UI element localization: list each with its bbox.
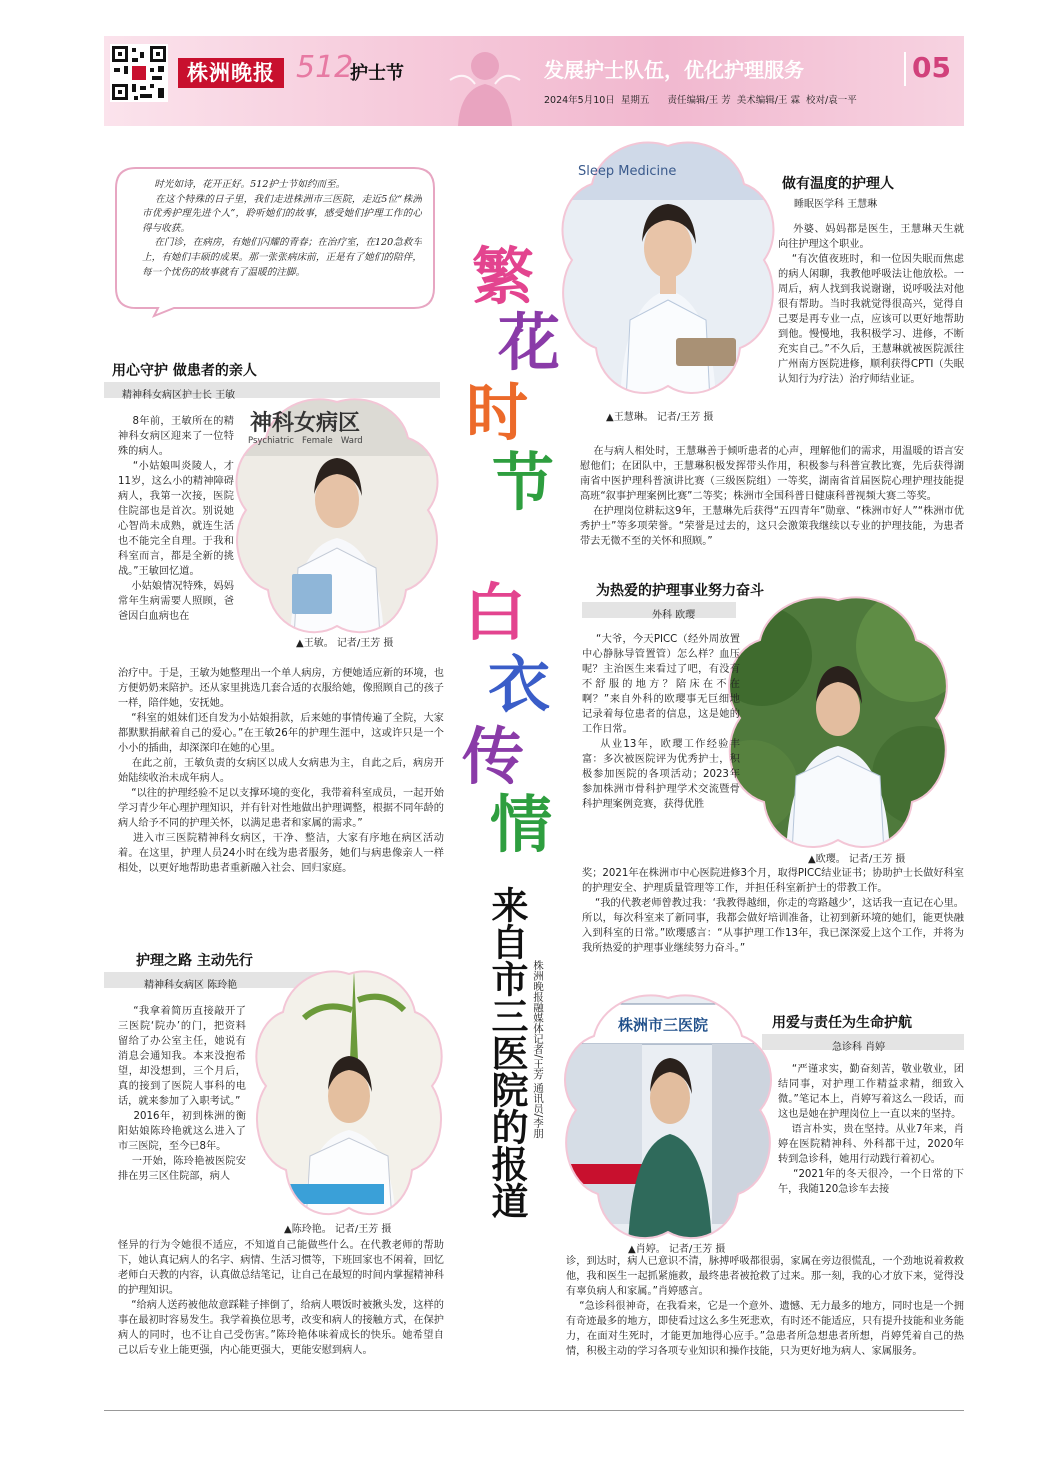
title-char: 传 [462,720,525,793]
article-text-side: “大爷，今天PICC（经外周放置中心静脉导管置管）怎么样？血压呢？主治医生来看过了吧，有没有不舒服的地方？陪床在不在啊？”来自外科的欧璎事无巨细地记录着每位患者的信息，这是她的工作日常。 从业13年，欧璎工作经验丰富：多次被医院评为优秀护士，积极参加医院的各项活动；2023年参加株洲市骨科护理学术交流暨骨科护理案例竞赛，获得优胜 [582,634,740,810]
photo-ou-ying [722,596,954,854]
title-char: 白 [464,576,527,649]
photo-caption: ▲王敏。 记者/王芳 摄 [296,638,394,649]
headline: 为热爱的护理事业努力奋斗 [596,583,764,599]
title-char: 时 [466,376,529,449]
photo-sign-text: Sleep Medicine [578,164,677,179]
photo-xiao-ting [562,994,774,1246]
qr-code [110,44,168,102]
nurse-silhouette-icon [440,40,530,126]
dept-label: 外科 欧璎 [652,610,696,621]
article-text-full: 怪异的行为令她很不适应，不知道自己能做些什么。在代教老师的帮助下，她认真记病人的名字、病情、生活习惯等，下班回家也不闲着，回忆老师白天教的内容，认真做总结笔记，让自己在最短的时间内掌握精神科的护理知识。 “给病人送药被他故意踩鞋子摔倒了，给病人喂饭时被揪头发，这样的事在最初时容易发生。我学着换位思考，改变和病人的接触方式，在保护病人的同时，也不让自己受伤害。”陈玲艳体味着成长的快乐。她希望自己以后专业上能更强，内心能更强大，更能安慰到病人。 [118,1240,444,1356]
photo-sign-text: 神科女病区 [250,410,361,436]
dept-label: 精神科女病区护士长 王敏 [122,390,236,401]
source-title: 来自市三医院的报道 [485,886,528,1219]
photo-caption: ▲欧璎。 记者/王芳 摄 [808,854,906,865]
dept-bar [582,602,736,621]
photo-chen-lingyan [254,970,444,1222]
article-text-full: 治疗中。于是，王敏为她整理出一个单人病房，方便她适应新的环境，也方便奶奶来陪护。还从家里挑选几套合适的衣服给她，像照顾自己的孩子一样，陪伴她，安抚她。 “科室的姐妹们还自发为小姑娘捐款，后来她的事情传遍了全院，大家都默默捐献着自己的爱心。”在王敏26年的护理生涯中，这或许只是一个小小的插曲，却深深印在她的心里。 在此之前，王敏负责的女病区以成人女病患为主，自此之后，病房开始陆续收治未成年病人。 “以往的护理经验不足以支撑环境的变化，我带着科室成员，一起开始学习青少年心理护理知识，并有针对性地做出护理调整，根据不同年龄的病人给予不同的护理关怀，以满足患者和家属的需求。” 进入市三医院精神科女病区，干净、整洁，大家有序地在病区活动着。在这里，护理人员24小时在线为患者服务，她们与病患像亲人一样相处，以更好地帮助患者重新融入社会、回归家庭。 [118,668,444,874]
article-text-full: 诊，到达时，病人已意识不清，脉搏呼吸都很弱，家属在旁边很慌乱，一个劲地说着救救他，我和医生一起抓紧施救，最终患者被抢救了过来。那一刻，我的心才放下来，觉得没有辜负病人和家属。”肖婷感言。 “急诊科很神奇，在我看来，它是一个意外、遗憾、无力最多的地方，同时也是一个拥有奇迹最多的地方，即使看过这么多生死悲欢，有时还不能适应，只有提升技能和业务能力，在面对生死时，才能更加地得心应手。”急患者所急想患者所想，肖婷凭着自己的热情，积极主动的学习各项专业知识和操作技能，只为更好地为病人、家属服务。 [566,1256,964,1357]
masthead [104,36,964,126]
intro-bubble [114,166,436,318]
photo-caption: ▲肖婷。 记者/王芳 摄 [628,1244,726,1255]
article-text-side: “严谨求实，勤奋刻苦，敬业敬业，团结同事，对护理工作精益求精，细致入微。”笔记本上，肖婷写着这么一段话，而这也是她在护理岗位上一直以来的坚持。 语言朴实，贵在坚持。从业7年来，肖婷在医院精神科、外科都干过，2020年转到急诊科，她用行动践行着初心。 “2021年的冬天很冷，一个日常的下午，我随120急诊车去接 [778,1064,964,1195]
article-text-full: 奖；2021年在株洲市中心医院进修3个月，取得PICC结业证书；协助护士长做好科室的护理安全、护理质量管理等工作，并担任科室新护士的带教工作。 “我的代教老师曾教过我：‘我教得越细，你走的弯路越少’，这话我一直记在心里。所以，每次科室来了新同事，我都会做好培训准备，让初到新环境的她们，能更快融入到科室的日常。”欧璎感言：“从事护理工作13年，我已深深爱上这个工作，并将为我所热爱的护理事业继续努力奋斗。” [582,868,964,954]
article-text-side: 外婆、妈妈都是医生，王慧琳天生就向往护理这个职业。 “有次值夜班时，和一位因失眠而焦虑的病人闲聊，我教他呼吸法让他放松。一周后，病人找到我说谢谢，说呼吸法对他很有帮助。当时我就觉得很高兴，觉得自己要是再专业一点，应该可以更好地帮助到他。慢慢地，我积极学习、进修，不断充实自己。”不久后，王慧琳就被医院派往广州南方医院进修，顺利获得CPTI（失眠认知行为疗法）治疗师结业证。 [778,224,964,385]
photo-caption: ▲王慧琳。 记者/王芳 摄 [606,412,714,423]
photo-wang-min [232,398,442,638]
festival-label: 护士节 [350,63,404,84]
title-char: 节 [492,446,555,519]
dept-label: 精神科女病区 陈玲艳 [144,980,238,991]
page-number: 05 [912,51,951,84]
slogan: 发展护士队伍，优化护理服务 [544,58,804,82]
festival-number: 512 [296,50,354,85]
article-text-side: 8年前，王敏所在的精神科女病区迎来了一位特殊的病人。 “小姑娘叫炎陵人，才11岁，这么小的精神障碍病人，我第一次接，医院住院部也是首次。别说她心智尚未成熟，就连生活也不能完全自理。于我和科室而言，都是全新的挑战。”王敏回忆道。 小姑娘情况特殊，妈妈常年生病需要人照顾，爸爸因白血病也在 [118,416,234,622]
source-byline: 株洲晚报融媒体记者/王芳 通讯员/李朋 [532,960,544,1139]
photo-sign-text-en: Psychiatric Female Ward [248,436,363,446]
intro-text: 时光如诗，花开正好。512护士节如约而至。 在这个特殊的日子里，我们走进株洲市三医院，走近5位“株洲市优秀护理先进个人”，聆听她们的故事，感受她们护理工作的心得与收获。 在门诊，在病房，有她们闪耀的青春；在治疗室，在120急救车上，有她们丰硕的成果。那一张张病床前，正是有了她们的陪伴，每一个忧伤的故事就有了温暖的注脚。 [142,179,422,278]
title-char: 衣 [488,648,551,721]
headline: 用爱与责任为生命护航 [772,1015,912,1031]
page-divider [904,52,906,86]
dept-label: 急诊科 肖婷 [832,1042,886,1053]
headline: 用心守护 做患者的亲人 [112,363,257,379]
vertical-title [462,240,562,886]
photo-wang-huilin [560,140,776,402]
paper-name: 株洲晚报 [178,58,284,88]
dept-bar [762,1034,964,1053]
edition-info: 2024年5月10日 星期五 责任编辑/王 芳 美术编辑/王 霖 校对/袁一平 [544,95,857,106]
headline: 做有温度的护理人 [782,176,894,192]
title-char: 情 [490,788,553,861]
bottom-rule [104,1410,964,1411]
dept-label: 睡眠医学科 王慧琳 [794,199,878,210]
title-char: 花 [498,306,561,379]
title-char: 繁 [472,240,535,313]
article-text-side: “我拿着简历直接敲开了三医院‘院办’的门，把资料留给了办公室主任，她说有消息会通知我。本来没抱希望，却没想到，三个月后，真的接到了医院人事科的电话，就来参加了入职考试。” 2016年，初到株洲的衡阳姑娘陈玲艳就这么进入了市三医院，至今已8年。 一开始，陈玲艳被医院安排在男三区住院部，病人 [118,1006,246,1182]
headline: 护理之路 主动先行 [136,953,253,969]
photo-sign-text: 株洲市三医院 [618,1016,709,1034]
dept-bar [104,382,440,401]
photo-caption: ▲陈玲艳。 记者/王芳 摄 [284,1224,392,1235]
article-text-full: 在与病人相处时，王慧琳善于倾听患者的心声，理解他们的需求，用温暖的语言安慰他们；在团队中，王慧琳积极发挥带头作用，积极参与科普宣教比赛，先后获得湖南省中医护理科普演讲比赛（三级医院组）一等奖，湖南省首届医院心理护理技能提高班“叙事护理案例比赛”二等奖；株洲市全国科普日健康科普视频大赛二等奖。 在护理岗位耕耘这9年，王慧琳先后获得“五四青年”勋章、“株洲市好人”“株洲市优秀护士”等多项荣誉。“荣誉是过去的，这只会激策我继续以专业的护理技能，为患者带去无微不至的关怀和照顾。” [580,446,964,547]
